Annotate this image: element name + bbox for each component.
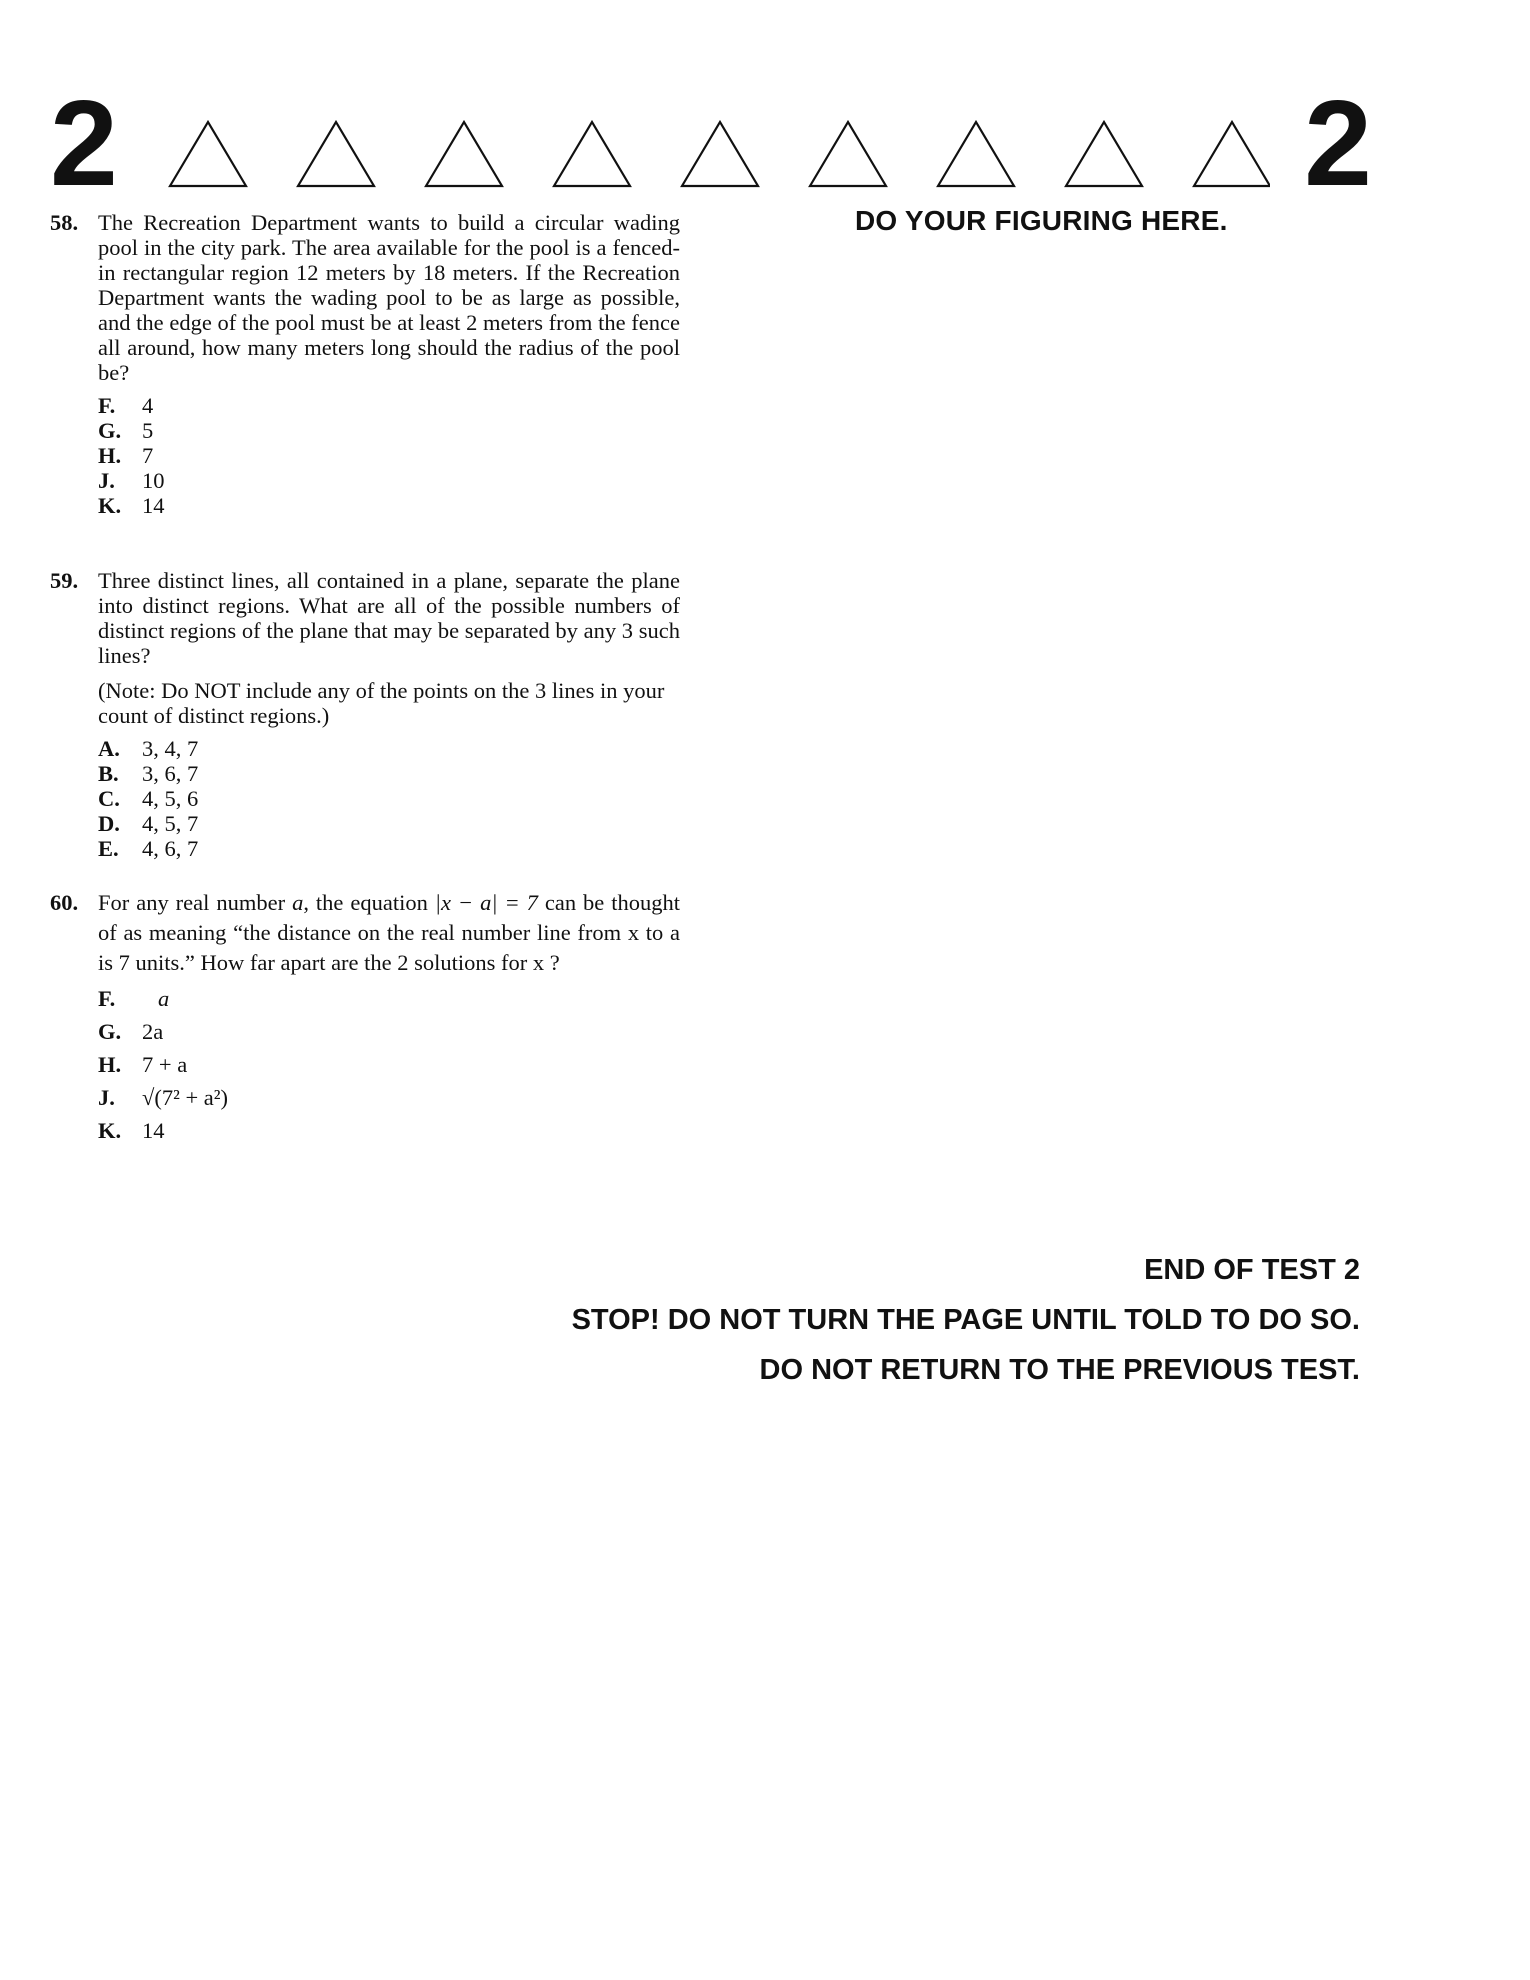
answer-option[interactable] bbox=[98, 1048, 680, 1081]
option-letter: E. bbox=[98, 836, 119, 861]
no-return-instruction: DO NOT RETURN TO THE PREVIOUS TEST. bbox=[759, 1354, 1360, 1386]
option-letter: B. bbox=[98, 761, 119, 786]
answer-option[interactable] bbox=[98, 836, 680, 861]
question-59 bbox=[50, 568, 680, 861]
answer-options bbox=[98, 393, 680, 518]
option-letter: A. bbox=[98, 736, 120, 761]
question-number: 60. bbox=[50, 890, 79, 915]
end-of-test-title: END OF TEST 2 bbox=[1144, 1254, 1360, 1286]
option-letter: J. bbox=[98, 468, 115, 493]
section-number-left: 2 bbox=[50, 75, 116, 211]
answer-option[interactable] bbox=[98, 811, 680, 836]
answer-option[interactable] bbox=[98, 393, 680, 418]
question-text: Three distinct lines, all contained in a plane, separate the plane into distinct regions. What are all of the possible numbers of distinct regions of the plane that may be separated by any 3 such lines? bbox=[98, 568, 680, 668]
option-letter: F. bbox=[98, 986, 116, 1011]
option-letter: K. bbox=[98, 1118, 122, 1143]
answer-options bbox=[98, 736, 680, 861]
question-text-part: can be thought of as meaning “the distance on the real number line from x to a is 7 units.” How far apart are the 2 solutions for x ? bbox=[98, 890, 680, 975]
option-value: 10 bbox=[142, 468, 165, 493]
answer-option[interactable] bbox=[98, 418, 680, 443]
answer-option[interactable] bbox=[98, 468, 680, 493]
triangle-icon-row bbox=[150, 110, 1270, 192]
option-letter: G. bbox=[98, 418, 122, 443]
stop-instruction: STOP! DO NOT TURN THE PAGE UNTIL TOLD TO DO SO. bbox=[571, 1304, 1360, 1336]
triangle-icon bbox=[1066, 122, 1142, 186]
question-text-part: , the equation bbox=[303, 890, 435, 915]
answer-option[interactable] bbox=[98, 1081, 680, 1114]
section-number-right: 2 bbox=[1304, 75, 1370, 211]
answer-option[interactable] bbox=[98, 1015, 680, 1048]
answer-option[interactable] bbox=[98, 493, 680, 518]
option-letter: G. bbox=[98, 1019, 122, 1044]
question-number: 58. bbox=[50, 210, 79, 235]
option-value: 14 bbox=[142, 493, 165, 518]
question-text bbox=[98, 888, 680, 978]
option-letter: J. bbox=[98, 1085, 115, 1110]
option-value: 4 bbox=[142, 393, 154, 418]
option-value: 7 + a bbox=[142, 1052, 188, 1077]
option-value: 5 bbox=[142, 418, 154, 443]
option-value: 14 bbox=[142, 1118, 165, 1143]
option-letter: H. bbox=[98, 443, 122, 468]
end-of-test-notice bbox=[572, 1245, 1360, 1395]
option-value: a bbox=[158, 986, 170, 1011]
triangle-icon bbox=[426, 122, 502, 186]
triangle-icon bbox=[554, 122, 630, 186]
answer-option[interactable] bbox=[98, 761, 680, 786]
figuring-area-label: DO YOUR FIGURING HERE. bbox=[855, 205, 1228, 236]
question-text: The Recreation Department wants to build a circular wading pool in the city park. The area available for the pool is a fenced-in rectangular region 12 meters by 18 meters. If the Recreation Department wants the wading pool to be as large as possible, and the edge of the pool must be at least 2 meters from the fence all around, how many meters long should the radius of the pool be? bbox=[98, 210, 680, 385]
question-58 bbox=[50, 210, 680, 518]
triangle-icon bbox=[1194, 122, 1270, 186]
option-value: 4, 5, 7 bbox=[142, 811, 199, 836]
triangle-icon bbox=[298, 122, 374, 186]
triangle-icon bbox=[810, 122, 886, 186]
question-text-part: For any real number bbox=[98, 890, 293, 915]
option-letter: C. bbox=[98, 786, 120, 811]
option-value: √(7² + a²) bbox=[142, 1085, 229, 1110]
option-value: 3, 4, 7 bbox=[142, 736, 199, 761]
question-note: (Note: Do NOT include any of the points on the 3 lines in your count of distinct regions.) bbox=[98, 678, 665, 728]
triangle-icon bbox=[170, 122, 246, 186]
option-value: 2a bbox=[142, 1019, 164, 1044]
answer-option[interactable] bbox=[98, 736, 680, 761]
option-letter: F. bbox=[98, 393, 116, 418]
equation: |x − a| = 7 bbox=[434, 890, 538, 915]
option-letter: D. bbox=[98, 811, 120, 836]
option-value: 7 bbox=[142, 443, 154, 468]
answer-option[interactable] bbox=[98, 786, 680, 811]
triangle-icon bbox=[938, 122, 1014, 186]
answer-option[interactable] bbox=[98, 1114, 680, 1147]
option-value: 4, 5, 6 bbox=[142, 786, 199, 811]
triangle-icon bbox=[682, 122, 758, 186]
option-letter: K. bbox=[98, 493, 122, 518]
answer-option[interactable] bbox=[98, 982, 680, 1015]
section-header bbox=[50, 75, 1370, 211]
option-value: 4, 6, 7 bbox=[142, 836, 199, 861]
variable: a bbox=[292, 890, 304, 915]
question-60 bbox=[50, 888, 680, 1147]
answer-options bbox=[98, 982, 680, 1147]
option-letter: H. bbox=[98, 1052, 122, 1077]
question-number: 59. bbox=[50, 568, 79, 593]
answer-option[interactable] bbox=[98, 443, 680, 468]
option-value: 3, 6, 7 bbox=[142, 761, 199, 786]
